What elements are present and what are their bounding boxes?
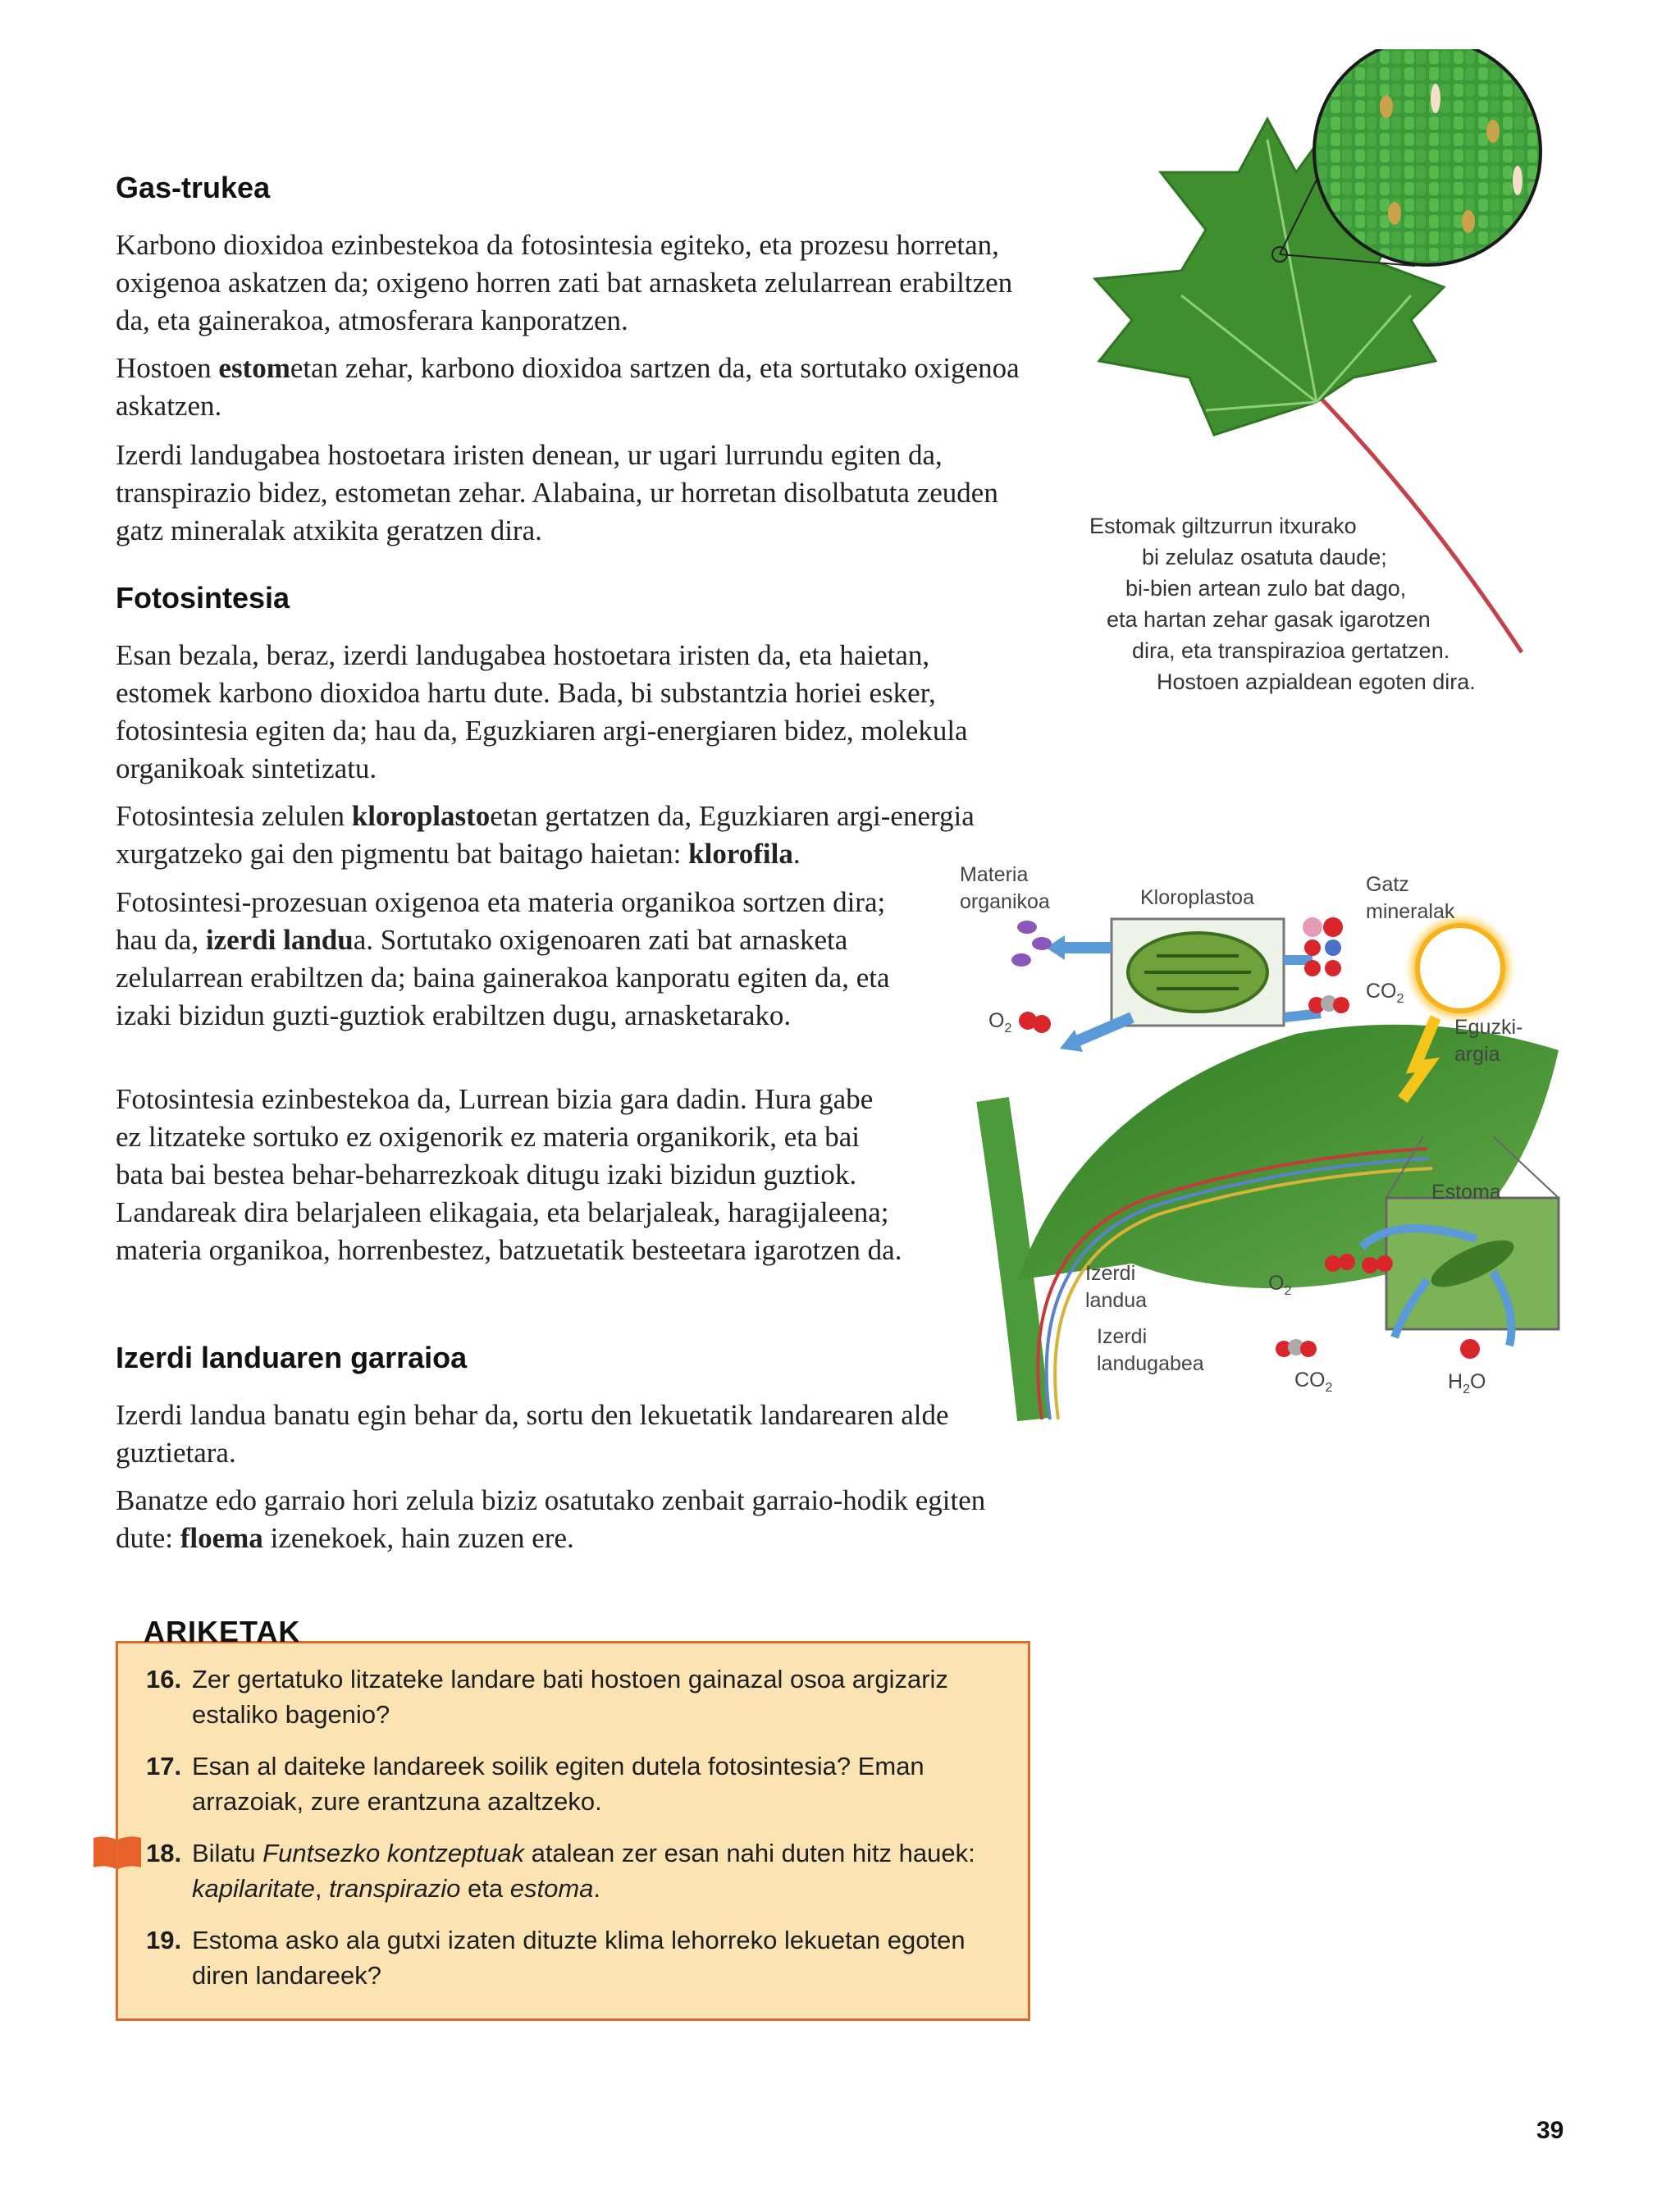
label-izerdi-landugabea: Izerdi landugabea: [1097, 1325, 1204, 1375]
label-kloroplastoa: Kloroplastoa: [1140, 886, 1254, 909]
label-gatz-mineralak: Gatz mineralak: [1366, 873, 1455, 923]
book-icon: [92, 1835, 143, 1871]
paragraph-garraio-2: Banatze edo garraio hori zelula biziz osatutako zenbait garraio-hodik egiten dute: floema izenekoek, hain zuzen ere.: [116, 1484, 986, 1554]
exercise-item: 17. Esan al daiteke landareek soilik egiten dutela fotosintesia? Eman arrazoiak, zure erantzuna azaltzeko.: [146, 1752, 924, 1816]
paragraph-gas-3: Izerdi landugabea hostoetara iristen denean, ur ugari lurrundu egiten da, transpirazio bidez, estometan zehar. Alabaina, ur horretan disolbatuta zeuden gatz mineralak atxikita geratzen dira.: [116, 439, 998, 546]
paragraph-foto-3: Fotosintesi-prozesuan oxigenoa eta materia organikoa sortzen dira; hau da, izerdi landua. Sortutako oxigenoaren zati bat arnasketa zelularrean erabiltzen da; baina gainerakoa kanporatu egiten da, eta izaki bizidun guzti-guztiok erabiltzen dugu, arnasketarako.: [116, 886, 890, 1031]
label-o2-left: $O_2$: [988, 1009, 1012, 1035]
heading-gas-trukea: Gas-trukea: [116, 171, 271, 204]
label-eguzki-argia: Eguzki- argia: [1454, 1016, 1523, 1066]
paragraph-foto-2: Fotosintesia zelulen kloroplastoetan gertatzen da, Eguzkiaren argi-energia xurgatzeko gai den pigmentu bat baitago haietan: klorofila.: [116, 800, 975, 870]
label-estoma: Estoma: [1431, 1181, 1501, 1204]
page-number: 39: [1536, 2117, 1564, 2144]
paragraph-foto-4: Fotosintesia ezinbestekoa da, Lurrean bizia gara dadin. Hura gabe ez litzateke sortuko ez oxigenorik ez materia organikorik, eta bai bata bai bestea behar-beharrezkoak ditugu izaki bizidun guztiok. Landareak dira belarjaleen elikagaia, eta belarjaleak, haragijaleena; materia organikoa, horrenbestez, batzuetatik besteetara igarotzen da.: [116, 1083, 902, 1266]
label-h2o: $H_2O$: [1448, 1370, 1486, 1396]
paragraph-garraio-1: Izerdi landua banatu egin behar da, sortu den lekuetatik landarearen alde guztietara.: [116, 1399, 949, 1469]
label-co2-top: $CO_2$: [1366, 980, 1404, 1006]
label-materia-organikoa: Materia organikoa: [960, 863, 1050, 913]
exercise-box: [116, 1641, 1030, 2021]
exercise-item: 16. Zer gertatuko litzateke landare bati hostoen gainazal osoa argizariz estaliko bagenio?: [146, 1665, 948, 1729]
paragraph-gas-2: Hostoen estometan zehar, karbono dioxidoa sartzen da, eta sortutako oxigenoa askatzen.: [116, 352, 1020, 422]
label-izerdi-landua: Izerdi landua: [1085, 1262, 1148, 1312]
paragraph-foto-1: Esan bezala, beraz, izerdi landugabea hostoetara iristen da, eta haietan, estomek karbono dioxidoa hartu dute. Bada, bi substantzia horiei esker, fotosintesia egiten da; hau da, Eguzkiaren argi-energiaren bidez, molekula organikoak sintetizatu.: [116, 639, 968, 784]
photosynthesis-diagram: [968, 853, 1591, 1428]
heading-fotosintesia: Fotosintesia: [116, 581, 290, 615]
label-co2-bottom: $CO_2$: [1294, 1369, 1333, 1395]
label-o2-bottom: $O_2$: [1268, 1272, 1292, 1298]
paragraph-gas-1: Karbono dioxidoa ezinbestekoa da fotosintesia egiteko, eta prozesu horretan, oxigenoa askatzen da; oxigeno horren zati bat arnasketa zelularrean erabiltzen da, eta gainerakoa, atmosferara kanporatzen.: [116, 229, 1013, 336]
exercise-item: 18. Bilatu Funtsezko kontzeptuak atalean zer esan nahi duten hitz hauek: kapilaritate, transpirazio eta estoma.: [146, 1839, 975, 1903]
ariketak-title: ARIKETAK: [144, 1615, 301, 1648]
heading-garraioa: Izerdi landuaren garraioa: [116, 1341, 468, 1374]
exercise-item: 19. Estoma asko ala gutxi izaten dituzte klima lehorreko lekuetan egoten diren landareek?: [146, 1926, 966, 1990]
